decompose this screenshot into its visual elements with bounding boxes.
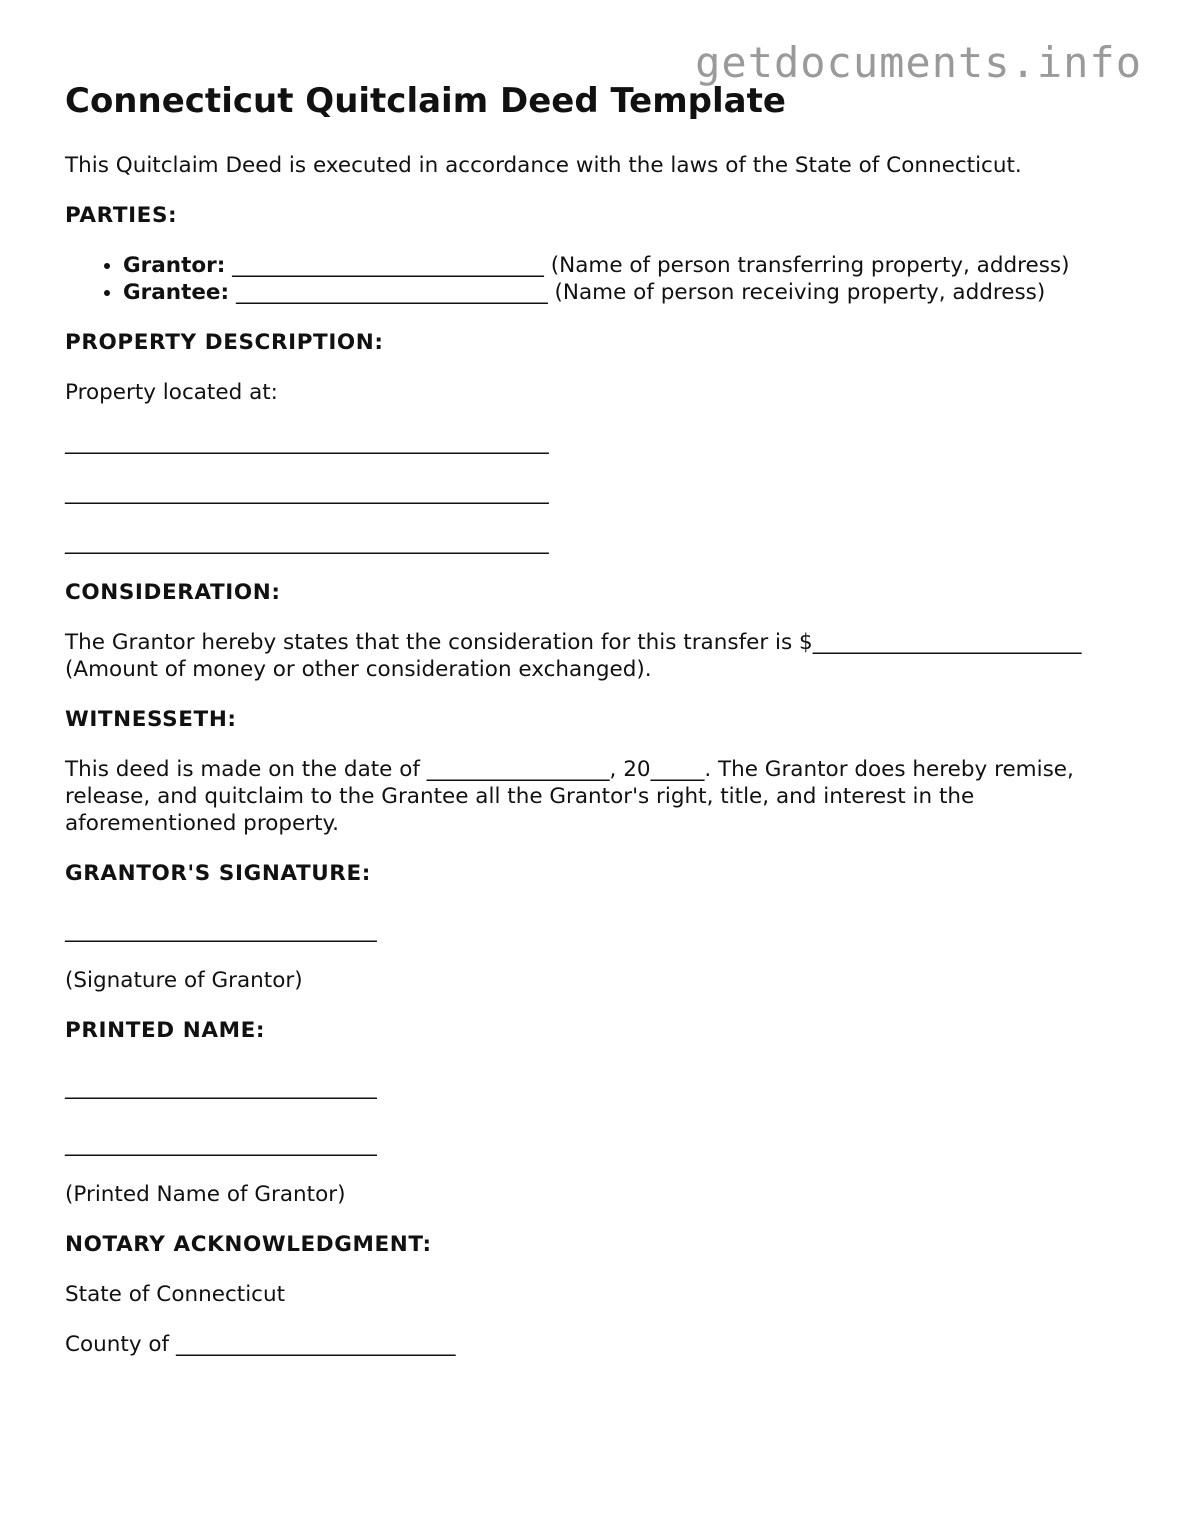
property-heading: PROPERTY DESCRIPTION:	[65, 330, 384, 355]
consideration-heading: CONSIDERATION:	[65, 580, 281, 605]
grantor-label: Grantor:	[123, 253, 226, 278]
consideration-text: The Grantor hereby states that the consideration for this transfer is $_________________________ (Amount of money or other consideration exchanged).	[65, 630, 1082, 682]
parties-list	[65, 252, 1125, 306]
signature-caption: (Signature of Grantor)	[65, 968, 303, 993]
witnesseth-heading: WITNESSETH:	[65, 707, 237, 732]
printed-name-line-1: _____________________________	[65, 1075, 377, 1100]
grantor-text: _____________________________ (Name of person transferring property, address)	[225, 253, 1070, 278]
grantor-item	[123, 252, 1125, 279]
grantee-text: _____________________________ (Name of person receiving property, address)	[229, 280, 1046, 305]
document	[65, 78, 1125, 1358]
printed-name-heading: PRINTED NAME:	[65, 1018, 266, 1043]
notary-county: County of __________________________	[65, 1332, 456, 1357]
property-line-1: _____________________________________________	[65, 430, 549, 455]
witnesseth-text: This deed is made on the date of _________________, 20_____. The Grantor does hereby remise, release, and quitclaim to the Grantee all the Grantor's right, title, and interest in the aforementioned property.	[65, 757, 1074, 836]
notary-heading: NOTARY ACKNOWLEDGMENT:	[65, 1232, 432, 1257]
intro-text: This Quitclaim Deed is executed in accordance with the laws of the State of Connecticut.	[65, 153, 1022, 178]
page-title: Connecticut Quitclaim Deed Template	[65, 81, 786, 121]
signature-heading: GRANTOR'S SIGNATURE:	[65, 861, 371, 886]
signature-line: _____________________________	[65, 918, 377, 943]
grantee-label: Grantee:	[123, 280, 230, 305]
property-line-3: _____________________________________________	[65, 530, 549, 555]
property-line-2: _____________________________________________	[65, 480, 549, 505]
printed-name-caption: (Printed Name of Grantor)	[65, 1182, 346, 1207]
grantee-item	[123, 279, 1125, 306]
watermark: getdocuments.info	[695, 38, 1142, 87]
property-located-text: Property located at:	[65, 380, 278, 405]
parties-heading: PARTIES:	[65, 203, 178, 228]
printed-name-line-2: _____________________________	[65, 1132, 377, 1157]
notary-state: State of Connecticut	[65, 1282, 286, 1307]
